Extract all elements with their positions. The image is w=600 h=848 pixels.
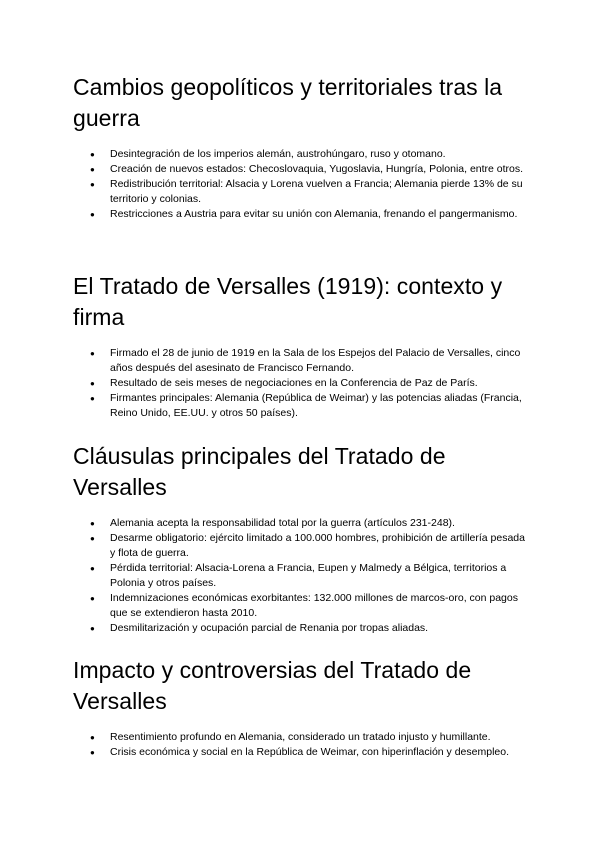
list-item: ● Indemnizaciones económicas exorbitantes: 132.000 millones de marcos-oro, con pagos que se extendieron hasta 2010. — [90, 592, 518, 619]
list-item: ● Desarme obligatorio: ejército limitado a 100.000 hombres, prohibición de artillería pesada y flota de guerra. — [90, 532, 525, 559]
list-item: ● Alemania acepta la responsabilidad total por la guerra (artículos 231-248). — [90, 517, 455, 529]
bullet-list — [73, 346, 533, 421]
list-item: ● Desintegración de los imperios alemán, austrohúngaro, ruso y otomano. — [90, 148, 446, 160]
bullet-icon: ● — [90, 733, 95, 742]
bullet-icon: ● — [90, 150, 95, 159]
section-geopolitical-changes — [73, 72, 533, 222]
bullet-icon: ● — [90, 379, 95, 388]
section-heading: Cambios geopolíticos y territoriales tras la guerra — [73, 74, 503, 131]
bullet-icon: ● — [90, 210, 95, 219]
section-heading: El Tratado de Versalles (1919): contexto y firma — [73, 273, 503, 330]
list-item: ● Restricciones a Austria para evitar su unión con Alemania, frenando el pangermanismo. — [90, 208, 518, 220]
section-main-clauses — [73, 441, 533, 636]
section-heading: Cláusulas principales del Tratado de Versalles — [73, 443, 446, 500]
list-item: ● Pérdida territorial: Alsacia-Lorena a Francia, Eupen y Malmedy a Bélgica, territorios a Polonia y otros países. — [90, 562, 507, 589]
list-item: ● Creación de nuevos estados: Checoslovaquia, Yugoslavia, Hungría, Polonia, entre otros. — [90, 163, 524, 175]
section-impact-controversies — [73, 655, 533, 760]
bullet-icon: ● — [90, 394, 95, 403]
list-item: ● Desmilitarización y ocupación parcial de Renania por tropas aliadas. — [90, 622, 429, 634]
section-heading: Impacto y controversias del Tratado de Versalles — [73, 657, 472, 714]
list-item: ● Crisis económica y social en la República de Weimar, con hiperinflación y desempleo. — [90, 746, 509, 758]
list-item: ● Firmado el 28 de junio de 1919 en la Sala de los Espejos del Palacio de Versalles, cinco años después del asesinato de Francisco Fernando. — [90, 347, 521, 374]
bullet-list — [73, 730, 533, 760]
bullet-icon: ● — [90, 624, 95, 633]
list-item: ● Redistribución territorial: Alsacia y Lorena vuelven a Francia; Alemania pierde 13% de su territorio y colonias. — [90, 178, 523, 205]
bullet-list — [73, 516, 533, 636]
bullet-icon: ● — [90, 594, 95, 603]
bullet-icon: ● — [90, 748, 95, 757]
bullet-list — [73, 147, 533, 222]
bullet-icon: ● — [90, 349, 95, 358]
bullet-icon: ● — [90, 180, 95, 189]
bullet-icon: ● — [90, 534, 95, 543]
bullet-icon: ● — [90, 564, 95, 573]
bullet-icon: ● — [90, 165, 95, 174]
bullet-icon: ● — [90, 519, 95, 528]
section-treaty-context — [73, 271, 533, 421]
list-item: ● Firmantes principales: Alemania (República de Weimar) y las potencias aliadas (Francia, Reino Unido, EE.UU. y otros 50 países). — [90, 392, 522, 419]
list-item: ● Resentimiento profundo en Alemania, considerado un tratado injusto y humillante. — [90, 731, 491, 743]
list-item: ● Resultado de seis meses de negociaciones en la Conferencia de Paz de París. — [90, 377, 478, 389]
